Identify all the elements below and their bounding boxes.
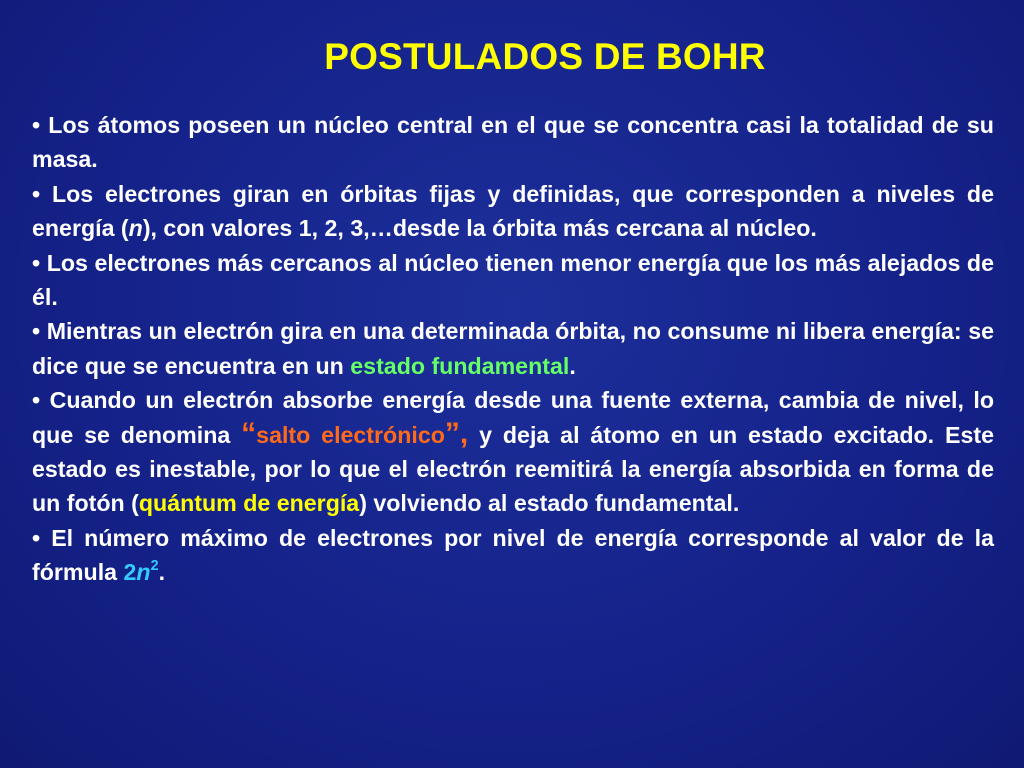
bullet-2-text-a: Los electrones giran en órbitas fijas y definidas, que corresponden a niveles de energía ( xyxy=(32,180,994,242)
bullet-5-text-b: y deja al átomo en un estado excitado. Este estado es inestable, por lo que el electrón reemitirá la energía absorbida en forma de un fotón ( xyxy=(32,421,994,517)
slide-body xyxy=(32,108,994,590)
bullet-5 xyxy=(32,383,994,521)
bullet-marker: • xyxy=(32,387,41,414)
bullet-2-text-b: ), con valores 1, 2, 3,…desde la órbita más cercana al núcleo. xyxy=(142,215,817,242)
bullet-3 xyxy=(32,246,994,315)
formula xyxy=(123,559,158,585)
bullet-marker: • xyxy=(32,318,41,345)
formula-variable: n xyxy=(136,559,151,586)
estado-fundamental-highlight: estado fundamental xyxy=(350,352,570,379)
slide-title: POSTULADOS DE BOHR xyxy=(324,36,766,77)
bullet-3-text: Los electrones más cercanos al núcleo tienen menor energía que los más alejados de él. xyxy=(32,249,994,311)
bullet-2-variable: n xyxy=(128,215,143,242)
bullet-2 xyxy=(32,177,994,246)
bullet-6 xyxy=(32,521,994,590)
bullet-6-text-b: . xyxy=(158,559,166,586)
bullet-6-text-a: El número máximo de electrones por nivel de energía corresponde al valor de la fórmula xyxy=(32,524,994,586)
bullet-1 xyxy=(32,108,994,177)
quantum-energia-highlight: quántum de energía xyxy=(138,490,360,517)
formula-exponent: 2 xyxy=(150,558,159,575)
bullet-5-text-a: Cuando un electrón absorbe energía desde una fuente externa, cambia de nivel, lo que se denomina xyxy=(32,387,994,448)
bullet-1-text: Los átomos poseen un núcleo central en el que se concentra casi la totalidad de su masa. xyxy=(32,112,994,173)
bullet-marker: • xyxy=(32,249,41,276)
bullet-4 xyxy=(32,314,994,383)
salto-electronico-highlight: salto electrónico xyxy=(256,421,445,448)
quote-close: ”, xyxy=(444,416,469,450)
bullet-4-text-a: Mientras un electrón gira en una determinada órbita, no consume ni libera energía: se dice que se encuentra en un xyxy=(32,318,994,379)
bullet-marker: • xyxy=(32,180,41,207)
quote-open: “ xyxy=(241,416,257,450)
bullet-marker: • xyxy=(32,112,41,138)
bullet-4-text-b: . xyxy=(569,352,576,379)
bullet-5-text-c: ) volviendo al estado fundamental. xyxy=(359,490,740,517)
formula-coefficient: 2 xyxy=(123,559,137,586)
bullet-marker: • xyxy=(32,524,41,551)
